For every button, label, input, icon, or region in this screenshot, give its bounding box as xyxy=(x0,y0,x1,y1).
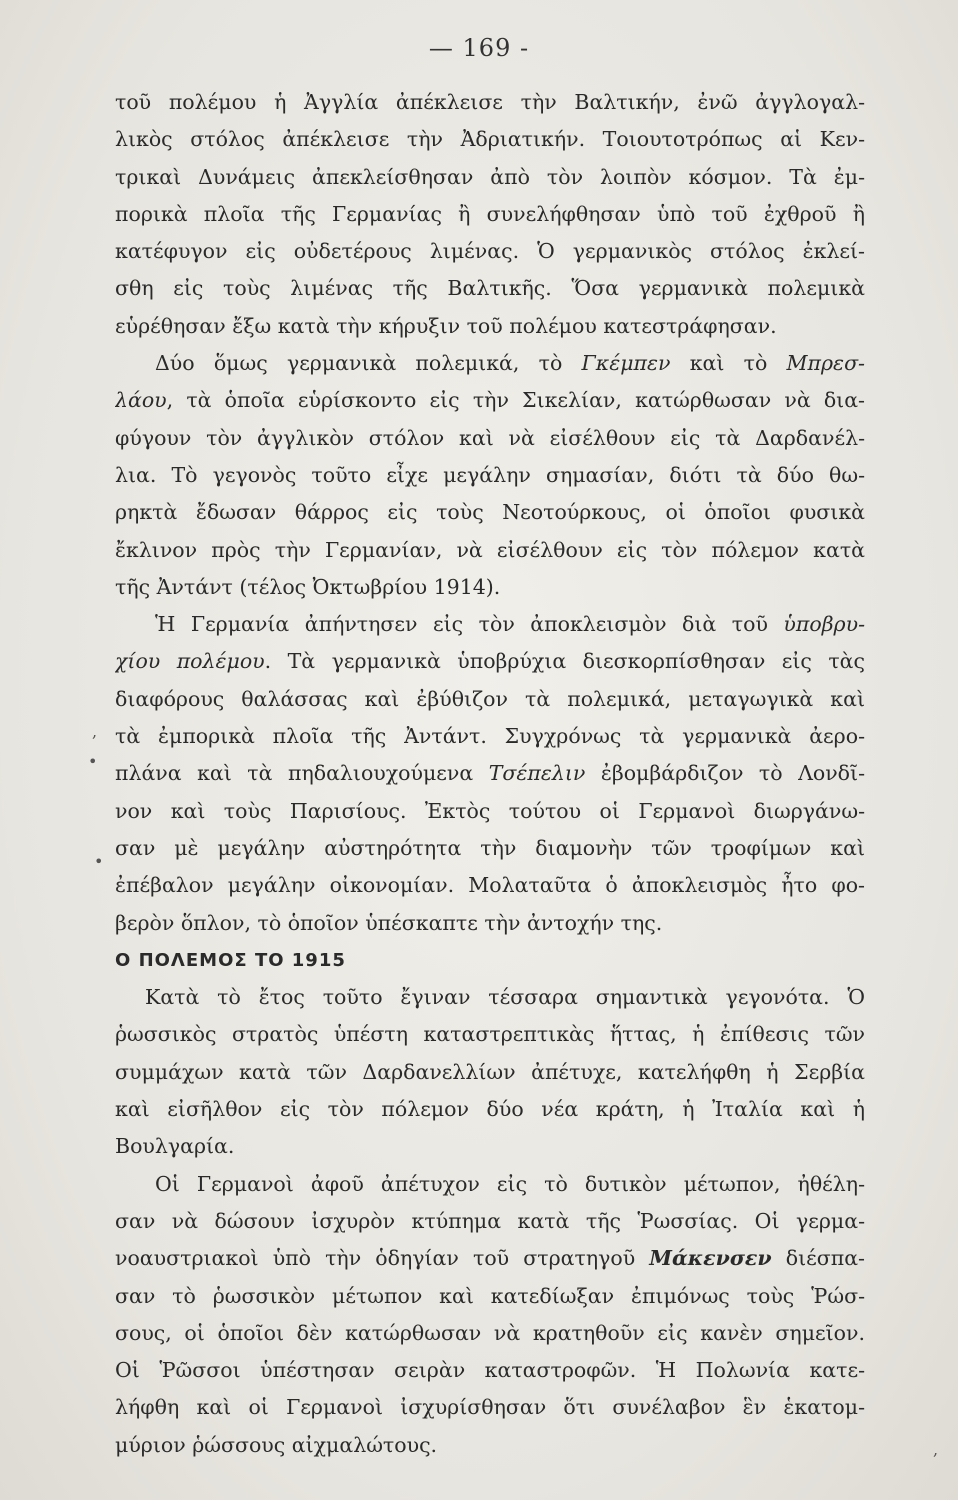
text-line xyxy=(115,643,865,680)
text-line xyxy=(115,345,865,382)
text-line: τοῦ πολέμου ἡ Ἀγγλία ἀπέκλεισε τὴν Βαλτικήν, ἐνῶ ἀγγλογαλ- xyxy=(115,90,865,114)
text-line: εὑρέθησαν ἔξω κατὰ τὴν κήρυξιν τοῦ πολέμου κατεστράφησαν. xyxy=(115,313,777,338)
text-line: πορικὰ πλοῖα τῆς Γερμανίας ἢ συνελήφθησαν ὑπὸ τοῦ ἐχθροῦ ἢ xyxy=(115,201,865,226)
ship-name-goeben: Γκέμπεν xyxy=(581,351,671,376)
text-line: τρικαὶ Δυνάμεις ἀπεκλείσθησαν ἀπὸ τὸν λοιπὸν κόσμον. Τὰ ἐμ- xyxy=(115,164,865,189)
text-line: λήφθη καὶ οἱ Γερμανοὶ ἰσχυρίσθησαν ὅτι συνέλαβον ἓν ἑκατομ- xyxy=(115,1395,865,1420)
text-run: ἐβομβάρδιζον τὸ Λονδῖ- xyxy=(585,761,865,786)
text-line: μύριον ῥώσσους αἰχμαλώτους. xyxy=(115,1432,438,1457)
section-heading: Ο ΠΟΛΕΜΟΣ ΤΟ 1915 xyxy=(115,949,346,971)
margin-mark: • xyxy=(94,852,104,871)
margin-mark: , xyxy=(92,722,98,741)
text-line: σαν νὰ δώσουν ἰσχυρὸν κτύπημα κατὰ τῆς Ῥωσσίας. Οἱ γερμα- xyxy=(115,1208,865,1233)
text-run: καὶ τὸ xyxy=(670,351,787,376)
text-line: λικὸς στόλος ἀπέκλεισε τὴν Ἀδριατικήν. Τοιουτοτρόπως αἱ Κεν- xyxy=(115,127,865,152)
text-line: συμμάχων κατὰ τῶν Δαρδανελλίων ἀπέτυχε, κατελήφθη ἡ Σερβία xyxy=(115,1059,865,1084)
page-number: — 169 - xyxy=(428,34,530,62)
text-line: λια. Τὸ γεγονὸς τοῦτο εἶχε μεγάλην σημασίαν, διότι τὰ δύο θω- xyxy=(115,462,865,487)
text-line xyxy=(115,606,865,643)
text-run: . Τὰ γερμανικὰ ὑποβρύχια διεσκορπίσθησαν εἰς τὰς xyxy=(264,649,865,674)
italic-term: χίου πολέμου xyxy=(115,649,265,674)
text-line: Κατὰ τὸ ἔτος τοῦτο ἔγιναν τέσσαρα σημαντικὰ γεγονότα. Ὁ xyxy=(145,985,865,1010)
text-line: κατέφυγον εἰς οὐδετέρους λιμένας. Ὁ γερμανικὸς στόλος ἐκλεί- xyxy=(115,239,865,264)
text-run: νοαυστριακοὶ ὑπὸ τὴν ὁδηγίαν τοῦ στρατηγοῦ xyxy=(115,1246,650,1271)
text-line: καὶ εἰσῆλθον εἰς τὸν πόλεμον δύο νέα κράτη, ἡ Ἰταλία καὶ ἡ xyxy=(115,1097,865,1122)
text-line: διαφόρους θαλάσσας καὶ ἐβύθιζον τὰ πολεμικά, μεταγωγικὰ καὶ xyxy=(115,686,865,711)
text-run: , τὰ ὁποῖα εὑρίσκοντο εἰς τὴν Σικελίαν, κατώρθωσαν νὰ δια- xyxy=(166,388,865,413)
margin-mark: • xyxy=(88,752,98,771)
text-line: σαν μὲ μεγάλην αὐστηρότητα τὴν διαμονὴν τῶν τροφίμων καὶ xyxy=(115,835,865,860)
text-line: τῆς Ἀντάντ (τέλος Ὀκτωβρίου 1914). xyxy=(115,574,501,599)
body-text xyxy=(115,84,865,1464)
text-line: ἐπέβαλον μεγάλην οἰκονομίαν. Μολαταῦτα ὁ ἀποκλεισμὸς ἦτο φο- xyxy=(115,873,865,898)
ship-name-breslau: Μπρεσ- xyxy=(786,351,865,376)
margin-mark: , xyxy=(933,1440,939,1459)
text-line xyxy=(115,755,865,792)
text-line: σθη εἰς τοὺς λιμένας τῆς Βαλτικῆς. Ὅσα γερμανικὰ πολεμικὰ xyxy=(115,276,865,301)
text-line: φύγουν τὸν ἀγγλικὸν στόλον καὶ νὰ εἰσέλθουν εἰς τὰ Δαρδανέλ- xyxy=(115,425,865,450)
text-line xyxy=(115,1240,865,1277)
text-run: πλάνα καὶ τὰ πηδαλιουχούμενα xyxy=(115,761,489,786)
text-run: Ἡ Γερμανία ἀπήντησεν εἰς τὸν ἀποκλεισμὸν διὰ τοῦ xyxy=(155,612,784,637)
general-name: Μάκενσεν xyxy=(649,1246,772,1271)
text-line: ρηκτὰ ἔδωσαν θάρρος εἰς τοὺς Νεοτούρκους, οἱ ὁποῖοι φυσικὰ xyxy=(115,500,865,525)
text-line: Βουλγαρία. xyxy=(115,1134,235,1159)
ship-name-breslau-end: λάου xyxy=(115,388,167,413)
text-line: τὰ ἐμπορικὰ πλοῖα τῆς Ἀντάντ. Συγχρόνως τὰ γερμανικὰ ἀερο- xyxy=(115,724,865,749)
text-line: νον καὶ τοὺς Παρισίους. Ἐκτὸς τούτου οἱ Γερμανοὶ διωργάνω- xyxy=(115,798,865,823)
text-line: ῥωσσικὸς στρατὸς ὑπέστη καταστρεπτικὰς ἥττας, ἡ ἐπίθεσις τῶν xyxy=(115,1022,865,1047)
text-run: διέσπα- xyxy=(771,1246,865,1271)
text-run: Δύο ὅμως γερμανικὰ πολεμικά, τὸ xyxy=(155,351,582,376)
text-line: σαν τὸ ῥωσσικὸν μέτωπον καὶ κατεδίωξαν ἐπιμόνως τοὺς Ῥώσ- xyxy=(115,1283,865,1308)
text-line: βερὸν ὅπλον, τὸ ὁποῖον ὑπέσκαπτε τὴν ἀντοχήν της. xyxy=(115,910,663,935)
text-line: ἔκλινον πρὸς τὴν Γερμανίαν, νὰ εἰσέλθουν εἰς τὸν πόλεμον κατὰ xyxy=(115,537,865,562)
italic-term: ὑποβρυ- xyxy=(783,612,865,637)
text-line: Οἱ Γερμανοὶ ἀφοῦ ἀπέτυχον εἰς τὸ δυτικὸν μέτωπον, ἠθέλη- xyxy=(155,1171,865,1196)
text-line: Οἱ Ῥῶσσοι ὑπέστησαν σειρὰν καταστροφῶν. Ἡ Πολωνία κατε- xyxy=(115,1358,865,1383)
zeppelin-term: Τσέπελιν xyxy=(488,761,586,786)
text-line: σους, οἱ ὁποῖοι δὲν κατώρθωσαν νὰ κρατηθοῦν εἰς κανὲν σημεῖον. xyxy=(115,1320,865,1345)
text-line xyxy=(115,382,865,419)
